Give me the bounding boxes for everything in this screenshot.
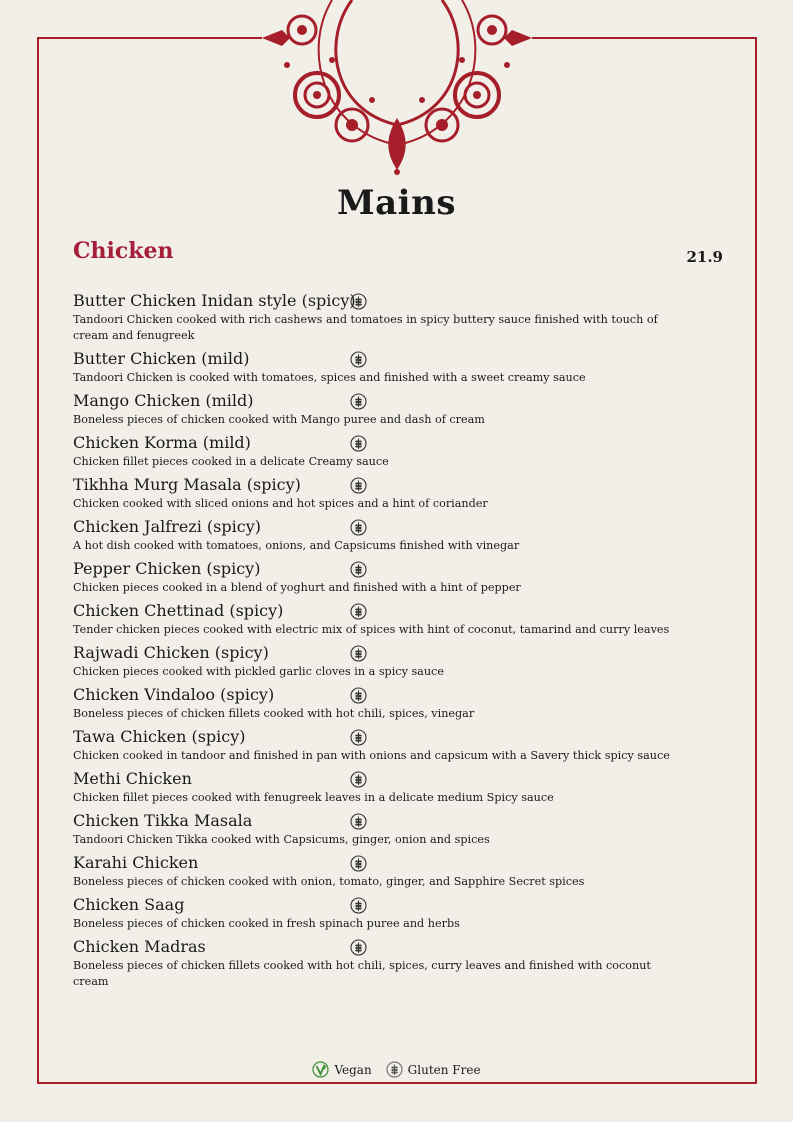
legend-vegan <box>312 1061 371 1078</box>
menu-item-name: Butter Chicken (mild) <box>73 349 250 368</box>
menu-item-name: Chicken Vindaloo (spicy) <box>73 685 275 704</box>
menu-item-name: Methi Chicken <box>73 769 192 788</box>
menu-item-description: Tandoori Chicken Tikka cooked with Capsicums, ginger, onion and spices <box>73 833 490 846</box>
gluten-free-icon <box>350 477 367 494</box>
dietary-legend <box>0 1061 793 1078</box>
page-title: Mains <box>337 183 456 223</box>
menu-item-description: Tandoori Chicken cooked with rich cashews and tomatoes in spicy buttery sauce finished with touch of cream and fenugreek <box>73 313 658 342</box>
gluten-free-icon <box>386 1061 403 1078</box>
menu-item-name: Rajwadi Chicken (spicy) <box>73 643 269 662</box>
gluten-free-icon <box>350 939 367 956</box>
menu-item-name: Chicken Madras <box>73 937 206 956</box>
menu-item-description: Boneless pieces of chicken fillets cooked with hot chili, spices, vinegar <box>73 707 475 720</box>
menu-item-description: Chicken fillet pieces cooked in a delicate Creamy sauce <box>73 455 389 468</box>
menu-item-description: A hot dish cooked with tomatoes, onions, and Capsicums finished with vinegar <box>73 539 520 552</box>
gluten-free-icon <box>350 645 367 662</box>
menu-item-description: Boneless pieces of chicken cooked with onion, tomato, ginger, and Sapphire Secret spices <box>73 875 585 888</box>
menu-item-name: Chicken Tikka Masala <box>73 811 253 830</box>
gluten-free-icon <box>350 855 367 872</box>
menu-item-name: Pepper Chicken (spicy) <box>73 559 261 578</box>
menu-item <box>73 474 753 512</box>
gluten-free-icon <box>350 393 367 410</box>
category-price: 21.9 <box>686 248 723 266</box>
menu-item-name: Chicken Korma (mild) <box>73 433 251 452</box>
menu-item-description: Chicken fillet pieces cooked with fenugreek leaves in a delicate medium Spicy sauce <box>73 791 554 804</box>
legend-gluten-free-label: Gluten Free <box>407 1062 481 1077</box>
menu-item-name: Mango Chicken (mild) <box>73 391 254 410</box>
gluten-free-icon <box>350 435 367 452</box>
menu-item-name: Tawa Chicken (spicy) <box>73 727 246 746</box>
menu-item-list <box>73 290 753 994</box>
menu-item <box>73 726 753 764</box>
gluten-free-icon <box>350 729 367 746</box>
menu-item-description: Boneless pieces of chicken cooked in fresh spinach puree and herbs <box>73 917 460 930</box>
menu-item-description: Chicken cooked with sliced onions and hot spices and a hint of coriander <box>73 497 488 510</box>
menu-item <box>73 432 753 470</box>
gluten-free-icon <box>350 687 367 704</box>
menu-item-name: Chicken Saag <box>73 895 185 914</box>
menu-item <box>73 558 753 596</box>
menu-item <box>73 894 753 932</box>
menu-item-description: Tandoori Chicken is cooked with tomatoes, spices and finished with a sweet creamy sauce <box>73 371 586 384</box>
menu-item <box>73 810 753 848</box>
vegan-icon <box>312 1061 329 1078</box>
category-heading: Chicken <box>73 238 174 264</box>
gluten-free-icon <box>350 561 367 578</box>
gluten-free-icon <box>350 897 367 914</box>
menu-item-description: Chicken cooked in tandoor and finished in pan with onions and capsicum with a Savery thick spicy sauce <box>73 749 670 762</box>
menu-item <box>73 684 753 722</box>
menu-item <box>73 768 753 806</box>
menu-item-description: Tender chicken pieces cooked with electric mix of spices with hint of coconut, tamarind and curry leaves <box>73 623 670 636</box>
menu-item <box>73 936 753 990</box>
gluten-free-icon <box>350 293 367 310</box>
gluten-free-icon <box>350 813 367 830</box>
menu-item <box>73 348 753 386</box>
legend-vegan-label: Vegan <box>334 1062 372 1077</box>
gluten-free-icon <box>350 351 367 368</box>
menu-item-description: Chicken pieces cooked in a blend of yoghurt and finished with a hint of pepper <box>73 581 521 594</box>
menu-item-description: Boneless pieces of chicken fillets cooked with hot chili, spices, curry leaves and finished with coconut cream <box>73 959 651 988</box>
menu-item-name: Tikhha Murg Masala (spicy) <box>73 475 301 494</box>
menu-item <box>73 852 753 890</box>
menu-item <box>73 516 753 554</box>
menu-item-name: Chicken Chettinad (spicy) <box>73 601 284 620</box>
legend-gluten-free <box>386 1061 481 1078</box>
menu-item <box>73 600 753 638</box>
menu-item <box>73 290 753 344</box>
menu-item-name: Karahi Chicken <box>73 853 199 872</box>
menu-item-description: Boneless pieces of chicken cooked with Mango puree and dash of cream <box>73 413 485 426</box>
paisley-ornament <box>262 0 532 175</box>
menu-item-name: Butter Chicken Inidan style (spicy) <box>73 291 356 310</box>
menu-item <box>73 390 753 428</box>
gluten-free-icon <box>350 603 367 620</box>
menu-item <box>73 642 753 680</box>
gluten-free-icon <box>350 519 367 536</box>
menu-item-description: Chicken pieces cooked with pickled garlic cloves in a spicy sauce <box>73 665 444 678</box>
gluten-free-icon <box>350 771 367 788</box>
menu-item-name: Chicken Jalfrezi (spicy) <box>73 517 261 536</box>
